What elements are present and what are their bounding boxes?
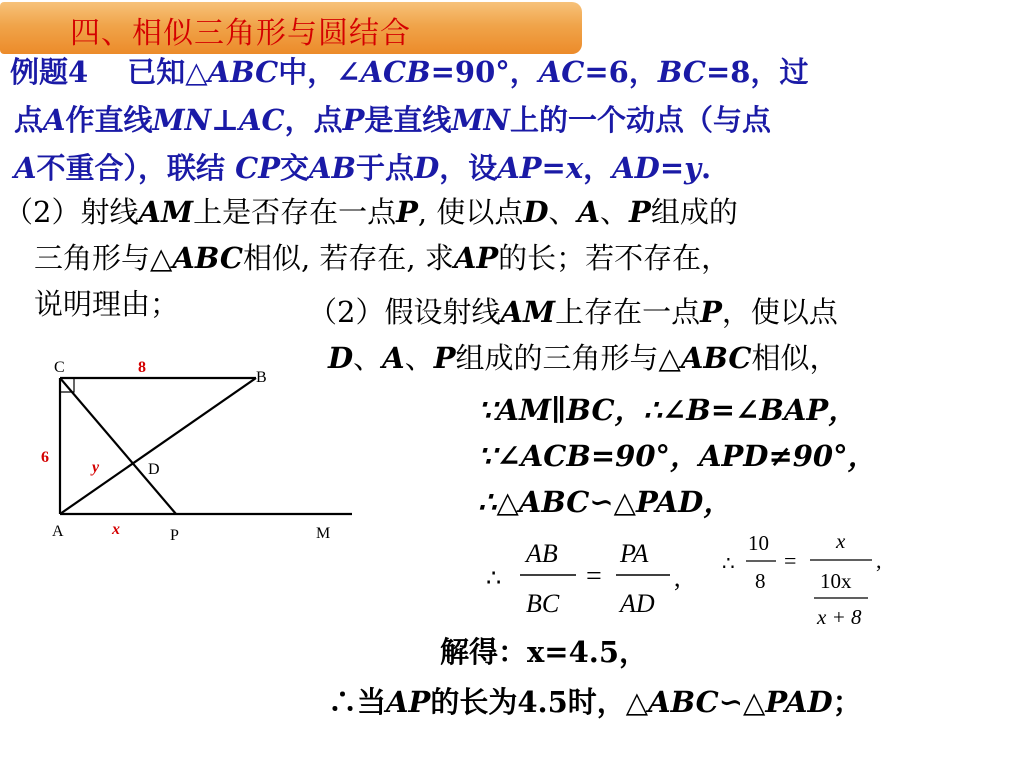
problem-var: CP [235,151,281,185]
question-line-3 [34,282,179,323]
solution-var: ABC [648,685,719,719]
problem-line-3 [14,146,711,187]
question-text: , 使以点 [417,195,524,229]
problem-var: D [414,151,440,185]
label-b: B [256,369,267,386]
question-text: 组成的 [650,195,738,229]
question-text: 、 [548,195,578,229]
problem-var: AD [612,151,660,185]
question-var: AP [453,241,499,275]
problem-text: 上的一个动点（与点 [510,103,772,137]
solution-line-8 [440,630,648,671]
problem-var: AP [497,151,542,185]
problem-text: 作直线 [65,103,153,137]
problem-text: =8，过 [706,55,809,89]
problem-line-2 [14,98,771,139]
question-text: （2）射线 [4,195,139,229]
problem-var: P [342,103,365,137]
fraction-ab-bc [480,530,690,630]
problem-var: A [43,103,66,137]
problem-var: AB [309,151,357,185]
problem-text: ⊥ [211,103,239,137]
problem-text: =6， [584,55,658,89]
problem-text: 不重合），联结 [36,151,236,185]
solution-var: D [328,341,354,375]
solution-text: 相似， [751,341,839,375]
solution-text: 的长为4.5时，△ [430,685,649,719]
problem-var: A [14,151,37,185]
question-var: ABC [172,241,243,275]
solution-text: ∴当 [328,685,387,719]
solution-var: ABC [680,341,752,375]
solution-line-9 [328,680,862,721]
solution-var: AP [386,685,431,719]
question-var: AM [138,195,194,229]
fraction-denominator: 8 [755,569,766,593]
solution-text: 、 [353,341,383,375]
question-var: P [396,195,418,229]
solution-var: P [700,295,722,329]
question-var: P [629,195,651,229]
problem-var: =y [659,151,701,185]
fraction-denominator: BC [526,589,560,618]
label-d: D [148,461,160,478]
problem-text: 于点 [356,151,415,185]
fraction-numerator: AB [526,539,558,568]
question-text: 的长；若不存在， [498,241,731,275]
solution-line-1 [308,290,838,331]
solution-text: ∵AM∥BC，∴∠B=∠BAP， [478,393,858,427]
fraction-numerator: PA [620,539,649,568]
length-ad: y [92,459,100,476]
equals-sign: = [586,561,602,592]
problem-text: 是直线 [364,103,452,137]
solution-text: 组成的三角形与△ [455,341,681,375]
solution-var: AM [500,295,556,329]
problem-var: MN [451,103,511,137]
solution-line-4 [478,434,877,475]
length-ap: x [112,521,120,538]
solution-text: ∵∠ACB=90°，APD≠90°， [478,439,877,473]
length-cb: 8 [138,359,146,376]
fraction-inner-numerator: 10x [820,569,852,593]
problem-text: =90°， [430,55,539,89]
fraction-10-8 [718,526,898,638]
question-text: 相似, 若存在, 求 [242,241,454,275]
label-m: M [316,525,331,542]
solution-var: A [382,341,405,375]
problem-var: ACB [360,55,431,89]
problem-var: ABC [207,55,279,89]
problem-text: 中，∠ [278,55,361,89]
fraction-inner-denominator: x + 8 [817,605,862,629]
solution-text: 上存在一点 [555,295,701,329]
label-p: P [170,527,179,544]
geometry-figure [30,350,380,550]
problem-text: 交 [280,151,310,185]
problem-var: MN [152,103,212,137]
problem-var: AC [239,103,285,137]
solution-text: ∽△ [718,685,766,719]
comma: , [674,563,681,592]
question-text: 说明理由； [34,287,180,321]
solution-text: （2）假设射线 [308,295,501,329]
problem-var: BC [657,55,706,89]
problem-text: 例题4 已知△ [10,55,208,89]
solution-var: P [433,341,456,375]
solution-text: 、 [404,341,434,375]
question-text: 上是否存在一点 [193,195,397,229]
solution-var: PAD [765,685,833,719]
question-line-1 [4,190,738,231]
therefore-symbol: ∴ [722,551,735,575]
problem-text: ，设 [439,151,498,185]
solution-line-2 [328,336,838,377]
solution-line-3 [478,388,857,429]
solution-text: ∴△ABC∽△PAD， [478,485,733,519]
comma: , [876,548,882,573]
question-text: 、 [600,195,630,229]
solution-text: ； [832,685,862,719]
solution-text: ，使以点 [721,295,838,329]
solution-text: 解得：x=4.5， [440,635,649,669]
fraction-numerator: x [836,529,846,553]
problem-var: AC [538,55,585,89]
problem-text: ， [583,151,613,185]
problem-text: ，点 [284,103,343,137]
question-var: A [577,195,601,229]
solution-line-5 [478,480,732,521]
question-var: D [523,195,549,229]
question-line-2 [34,236,730,277]
problem-text: . [700,151,712,185]
problem-line-1 [10,50,808,91]
label-c: C [54,359,65,376]
page-title: 四、相似三角形与圆结合 [70,16,411,51]
therefore-symbol: ∴ [486,564,502,592]
problem-text: 点 [14,103,44,137]
length-ac: 6 [41,449,49,466]
fraction-denominator: AD [620,589,655,618]
label-a: A [52,523,64,540]
question-text: 三角形与△ [34,241,173,275]
equals-sign: = [784,548,797,573]
fraction-numerator: 10 [748,531,769,555]
problem-var: =x [541,151,584,185]
